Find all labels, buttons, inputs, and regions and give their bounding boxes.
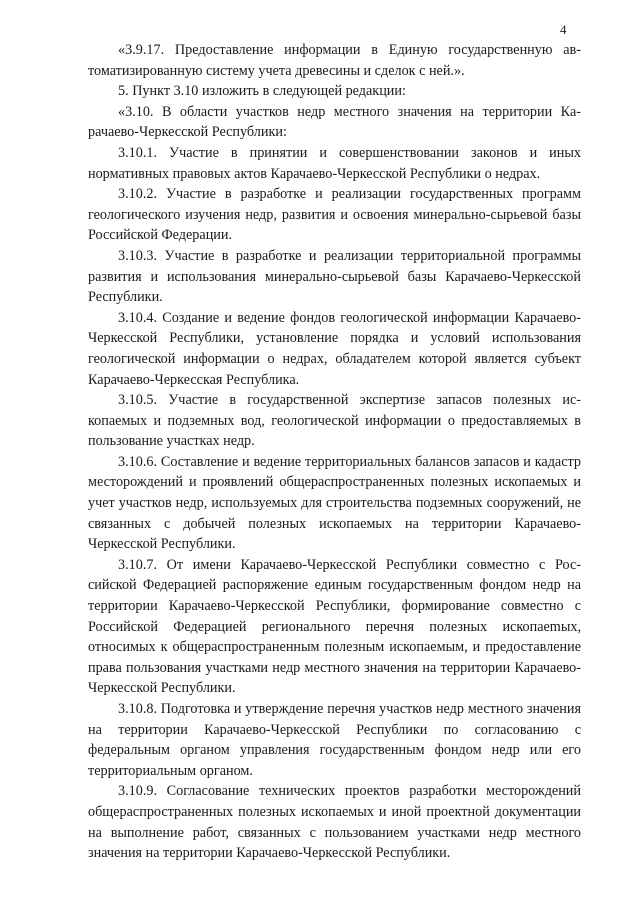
paragraph-item-5: 5. Пункт 3.10 изложить в следующей редакции: bbox=[118, 83, 406, 100]
paragraph-3-10: «3.10. В области участков недр местного значения на территории Карачаево-Черкесской Республики: bbox=[88, 103, 581, 141]
page-number: 4 bbox=[560, 22, 567, 37]
paragraph-3-10-8: 3.10.8. Подготовка и утверждение перечня участков недр местного значения на территории Карачаево-Черкесской Республики по согласованию с федеральным органом управления государственным фондом недр или его территориальным органом. bbox=[88, 701, 581, 779]
paragraph-3-10-4: 3.10.4. Создание и ведение фондов геологической информации Карачаево-Черкесской Республики, установление порядка и условий использования геологической информации о недрах, обладателем которой является субъект Карачаево-Черкесская Республика. bbox=[88, 309, 581, 388]
paragraph-3-10-5: 3.10.5. Участие в государственной экспертизе запасов полезных ископаемых и подземных вод, геологической информации о предоставляемых в пользование участках недр. bbox=[88, 392, 581, 450]
paragraph-3-10-7: 3.10.7. От имени Карачаево-Черкесской Республики совместно с Российской Федерацией распоряжение единым государственным фондом недр на территории Карачаево-Черкесской Республики, формирование совместно с Российской Федерацией регионального перечня полезных ископаеmых, относимых к общераспространенным полезным ископаемым, и предоставление права пользования участками недр местного значения на территории Карачаево-Черкесской Республики. bbox=[88, 556, 581, 697]
paragraph-3-10-9: 3.10.9. Согласование технических проектов разработки месторождений общераспространенных полезных ископаемых и иной проектной документации на выполнение работ, связанных с пользованием участками недр местного значения на территории Карачаево-Черкесской Республики. bbox=[88, 783, 581, 862]
paragraph-3-10-2: 3.10.2. Участие в разработке и реализации государственных программ геологического изучения недр, развития и освоения минерально-сырьевой базы Российской Федерации. bbox=[88, 186, 581, 244]
paragraph-3-10-6: 3.10.6. Составление и ведение территориальных балансов запасов и кадастр месторождений и проявлений общераспространенных полезных ископаемых и учет участков недр, используемых для строительства подземных сооружений, не связанных с добычей полезных ископаемых на территории Карачаево-Черкесской Республики. bbox=[88, 453, 581, 553]
paragraph-3-9-17: «3.9.17. Предоставление информации в Единую государственную автоматизированную систему учета древесины и сделок с ней.». bbox=[88, 42, 581, 79]
paragraph-3-10-1: 3.10.1. Участие в принятии и совершенствовании законов и иных нормативных правовых актов Карачаево-Черкесской Республики о недрах. bbox=[88, 144, 581, 182]
document-body bbox=[88, 40, 581, 864]
paragraph-3-10-3: 3.10.3. Участие в разработке и реализации территориальной программы развития и использования минерально-сырьевой базы Карачаево-Черкесской Республики. bbox=[88, 247, 581, 306]
